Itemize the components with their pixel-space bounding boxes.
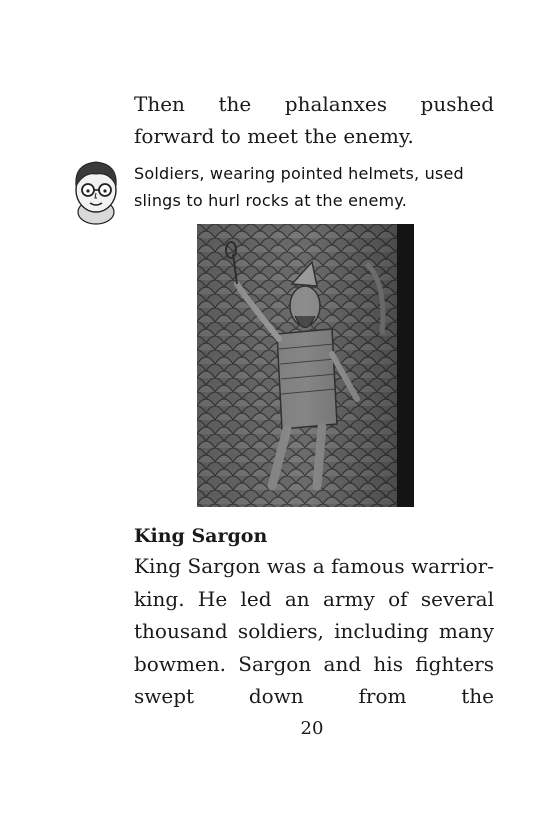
page-number: 20: [300, 718, 324, 739]
intro-paragraph: Then the phalanxes pushed forward to meet the enemy.: [134, 92, 494, 148]
narrator-callout: Soldiers, wearing pointed helmets, used slings to hurl rocks at the enemy.: [134, 164, 464, 210]
boy-with-glasses-icon: [66, 156, 126, 226]
section-body: King Sargon was a famous warrior-king. He led an army of several thousand soldiers, including many bowmen. Sargon and his fighters swept down from the: [134, 554, 494, 708]
section-heading: King Sargon: [134, 525, 268, 547]
stone-relief-soldier-photo: [197, 224, 414, 507]
